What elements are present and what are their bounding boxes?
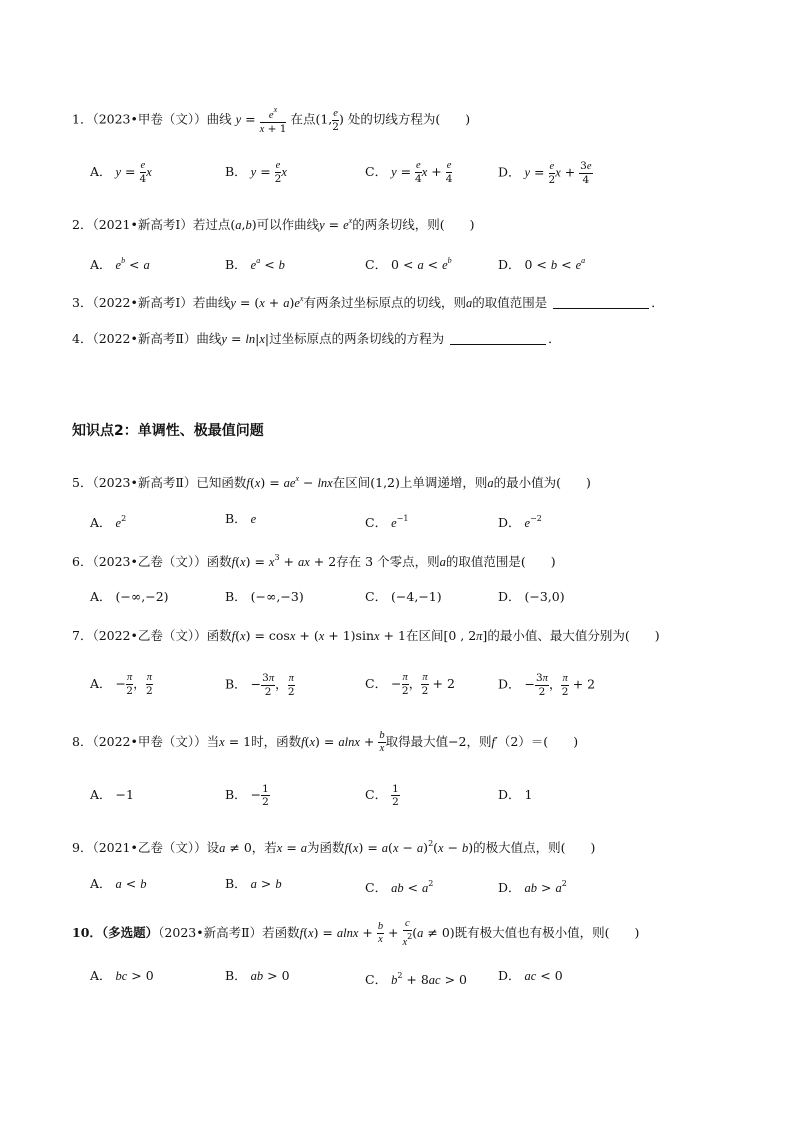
option-b[interactable]: B． − $\frac{1}{2}$ [225,783,269,808]
option-a[interactable]: A． −1 [90,787,134,802]
answer-blank[interactable] [450,332,546,345]
option-d[interactable]: D． y = $\frac{e}{2}$ x + $\frac{3e}{4}$ [498,160,592,186]
option-a[interactable]: A． $e^2$ [90,514,127,530]
question-6: 6．（2023•乙卷（文））函数$f(x) = x^3$ + ax + 2存在 3 个零点，则a的取值范围是( ) [72,553,556,569]
option-d[interactable]: D． $0 < b < e^a$ [498,256,586,272]
option-c[interactable]: C． (−4,−1) [365,589,442,604]
option-c[interactable]: C． ab < $a^2$ [365,879,434,895]
options-q2 [90,249,740,273]
option-b[interactable]: B． ab > 0 [225,968,290,983]
section-title: 知识点2：单调性、极最值问题 [72,423,264,439]
option-b[interactable]: B． (−∞,−3) [225,589,304,604]
answer-blank[interactable] [553,296,649,309]
options-q7 [90,672,740,696]
option-d[interactable]: D． ac < 0 [498,968,563,983]
question-3: 3．（2022•新高考Ⅰ）若曲线$y = (x + a)e^x$有两条过坐标原点的切线，则a的取值范围是 ． [72,294,664,310]
fraction: $\frac{e^x}{x + 1}$ [259,105,287,135]
option-c[interactable]: C． y = $\frac{e}{4}$ x + $\frac{e}{4}$ [365,160,453,185]
option-a[interactable]: A． (−∞,−2) [90,589,169,604]
option-b[interactable]: B． − $\frac{3\pi}{2}$ ， $\frac{\pi}{2}$ [225,672,295,698]
option-c[interactable]: C． $0 < a < e^b$ [365,256,452,272]
question-8: 8．（2022•甲卷（文））当x = 1时，函数f(x) = alnx + $\frac{b}{x}$ 取得最大值−2，则f′（2）＝( ) [72,730,579,754]
option-a[interactable]: A． a < b [90,876,147,891]
option-d[interactable]: D． (−3,0) [498,589,565,604]
question-4: 4．（2022•新高考Ⅱ）曲线y = ln|x|过坐标原点的两条切线的方程为 ． [72,331,561,346]
option-b[interactable]: B． y = $\frac{e}{2}$ x [225,160,287,185]
option-d[interactable]: D． $e^{-2}$ [498,514,542,530]
question-1: 1．（2023•甲卷（文））曲线 y = $\frac{e^x}{x + 1}$ 在点(1, $\frac{e}{2}$ ) 处的切线方程为( ) [72,105,471,135]
question-10: 10．（多选题）（2023•新高考Ⅱ）若函数f(x) = alnx + $\frac{b}{x}$ + $\frac{c}{x^2}$ (a ≠ 0)既有极大值也有极小值，则( ) [72,918,640,948]
options-q8 [90,783,740,807]
option-d[interactable]: D． − $\frac{3\pi}{2}$ ， $\frac{\pi}{2}$ + 2 [498,672,596,698]
option-b[interactable]: B． a > b [225,876,282,891]
option-c[interactable]: C． $b^2 + 8ac > 0$ [365,971,467,987]
option-a[interactable]: A． $e^b < a$ [90,256,150,272]
options-q1 [90,160,740,184]
option-b[interactable]: B． e [225,511,257,526]
options-q10 [90,964,740,988]
option-a[interactable]: A． y = $\frac{e}{4}$ x [90,160,152,185]
question-7: 7．（2022•乙卷（文））函数f(x) = cosx + (x + 1)sinx + 1在区间[0 , 2π]的最小值、最大值分别为( ) [72,628,660,643]
option-c[interactable]: C． $e^{-1}$ [365,514,409,530]
question-9: 9．（2021•乙卷（文））设a ≠ 0，若x = a为函数$f(x) = a(x - a)^2(x - b)$的极大值点，则( ) [72,839,596,855]
option-d[interactable]: D． 1 [498,787,533,802]
option-a[interactable]: A． − $\frac{\pi}{2}$ ， $\frac{\pi}{2}$ [90,672,153,697]
options-q6 [90,585,740,609]
option-d[interactable]: D． ab > $a^2$ [498,879,567,895]
option-b[interactable]: B． $e^a < b$ [225,256,285,272]
option-c[interactable]: C． $\frac{1}{2}$ [365,783,399,808]
option-a[interactable]: A． bc > 0 [90,968,154,983]
question-5: 5．（2023•新高考Ⅱ）已知函数$f(x) = ae^x - \ln x$在区间(1,2)上单调递增，则a的最小值为( ) [72,474,591,490]
options-q5 [90,507,740,531]
option-c[interactable]: C． − $\frac{\pi}{2}$ ， $\frac{\pi}{2}$ + 2 [365,672,455,697]
options-q9 [90,872,740,896]
question-2: 2．（2021•新高考Ⅰ）若过点(a,b)可以作曲线$y = e^x$的两条切线，则( ) [72,216,475,232]
